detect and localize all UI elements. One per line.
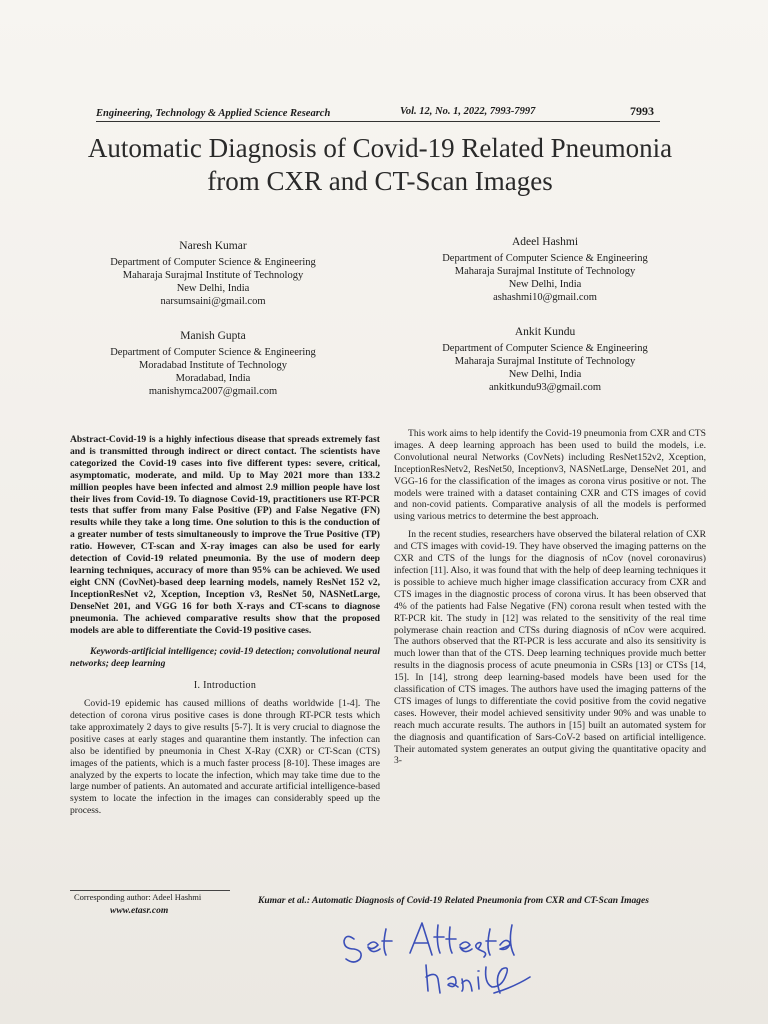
author-block-2 (88, 330, 338, 398)
title-line-2: from CXR and CT-Scan Images (207, 166, 553, 196)
section-heading: I. Introduction (193, 680, 257, 692)
author-name: Naresh Kumar (179, 240, 247, 252)
volume-info: Vol. 12, No. 1, 2022, 7993-7997 (400, 106, 536, 117)
left-column (70, 434, 380, 823)
journal-name: Engineering, Technology & Applied Science Research (96, 108, 331, 119)
author-email: narsumsaini@gmail.com (160, 296, 266, 307)
author-institution: Maharaja Surajmal Institute of Technology (454, 266, 636, 277)
running-footer-citation: Kumar et al.: Automatic Diagnosis of Covid-19 Related Pneumonia from CXR and CT-Scan Images (258, 896, 649, 906)
paper-title (40, 132, 720, 198)
author-institution: Maharaja Surajmal Institute of Technology (454, 356, 636, 367)
author-block-4 (420, 326, 670, 394)
header-rule (96, 121, 660, 122)
author-dept: Department of Computer Science & Engineering (442, 343, 648, 354)
footnote-rule (70, 890, 230, 891)
author-name: Manish Gupta (180, 330, 246, 342)
author-block-1 (88, 240, 338, 308)
body-paragraph-2: In the recent studies, researchers have observed the bilateral relation of CXR and CTS images with covid-19. They have observed the imaging patterns on the CXR and CTS of the lungs for the diagnosis of nCov (novel coronavirus) infection [11]. Also, it was found that with the help of deep learning techniques it is possible to achieve much higher image classification accuracy from CXR and CTS images in the diagnostic process of corona virus. It has been observed that 4% of the patients had False Negative (FN) corona result when tested with the RT-PCR kit. The study in [12] was related to the sensitivity of the real time polymerase chain reaction and CTSs during diagnosis of nCov were acquired. The authors observed that the RT-PCR is less accurate and also its sensitivity is much lower than that of the CTS. Deep learning techniques provide much better results in the diagnosis process of acute pneumonia in CSRs [13] or CTSs [14, 15]. In [14], strong deep learning-based models have been used for the classification of CTS images. The authors have used the imaging patterns of the CTS images of lungs to differentiate the covid positive from the covid negative cases. However, their model achieved sensitivity under 90% and was unable to reach much accurate results. The authors in [15] built an automated system for the diagnosis and quantification of Sars-CoV-2 based on artificial intelligence. Their automated system generates an output giving the quantitative opacity and 3- (394, 529, 706, 767)
author-email: ashashmi10@gmail.com (493, 292, 597, 303)
keywords: Keywords-artificial intelligence; covid-19 detection; convolutional neural networks; deep learning (70, 646, 380, 670)
author-dept: Department of Computer Science & Engineering (442, 253, 648, 264)
author-city: New Delhi, India (508, 369, 582, 380)
body-paragraph-1: This work aims to help identify the Covid-19 pneumonia from CXR and CTS images. A deep learning approach has been used to build the models, i.e. Convolutional neural Networks (CovNets) including ResNet152v2, Xception, InceptionResNetv2, ResNet50, Inceptionv3, NASNetLarge, DenseNet 201, and VGG-16 for the classification of the images as corona virus positive or not. The models were trained with a dataset containing CXR and CTS images of covid and non-covid patients. Comparative analysis of all the models is performed using various metrics to determine the best approach. (394, 428, 706, 523)
author-city: New Delhi, India (176, 283, 250, 294)
title-line-1: Automatic Diagnosis of Covid-19 Related Pneumonia (87, 133, 673, 163)
abstract: Abstract-Covid-19 is a highly infectious disease that spreads extremely fast and is transmitted through indirect or direct contact. The scientists have categorized the Covid-19 cases into five different types: severe, critical, asymptomatic, moderate, and mild. Up to May 2021 more than 133.2 million peoples have been infected and almost 2.9 million people have lost their lives from Covid-19. To diagnose Covid-19, practitioners use RT-PCR tests that suffer from many False Positive (FP) and False Negative (FN) results while they take a long time. One solution to this is the conduction of a greater number of tests simultaneously to improve the True Positive (TP) ratio. However, CT-scan and X-ray images can also be used for early detection of Covid-19 related pneumonia. By the use of modern deep learning techniques, accuracy of more than 95% can be achieved. We used eight CNN (CovNet)-based deep learning models, namely ResNet 152 v2, InceptionResNet v2, Xception, Inception v3, ResNet 50, NASNetLarge, DenseNet 201, and VGG 16 for both X-rays and CT-scans to diagnose pneumonia. The achieved comparative results show that the proposed models are able to differentiate the Covid-19 positive cases. (70, 434, 380, 636)
author-dept: Department of Computer Science & Engineering (110, 347, 316, 358)
running-header (96, 104, 656, 122)
journal-website: www.etasr.com (110, 906, 169, 916)
author-city: Moradabad, India (175, 373, 251, 384)
page-number: 7993 (630, 104, 654, 118)
author-email: manishymca2007@gmail.com (148, 386, 278, 397)
author-city: New Delhi, India (508, 279, 582, 290)
author-dept: Department of Computer Science & Engineering (110, 257, 316, 268)
corresponding-author-note: Corresponding author: Adeel Hashmi (74, 892, 202, 902)
author-institution: Maharaja Surajmal Institute of Technology (122, 270, 304, 281)
author-name: Adeel Hashmi (511, 236, 579, 248)
handwritten-signature (340, 915, 540, 995)
author-email: ankitkundu93@gmail.com (488, 382, 602, 393)
author-institution: Moradabad Institute of Technology (138, 360, 288, 371)
author-name: Ankit Kundu (514, 326, 576, 338)
author-block-3 (420, 236, 670, 304)
right-column (394, 428, 706, 773)
intro-paragraph: Covid-19 epidemic has caused millions of deaths worldwide [1-4]. The detection of corona virus positive cases is done through RT-PCR tests which take approximately 2 days to give results [5-7]. It is very crucial to diagnose the positive cases at early stages and quarantine them instantly. The infection can also be identified by pneumonia in Chest X-Ray (CXR) or CT-Scan (CTS) images of the patients, which is a much faster process [8-10]. These images are analyzed by the experts to locate the infection, which may take time due to the large number of patients. An automated and accurate artificial intelligence-based system to locate the infection in the images can considerably speed up the process. (70, 698, 380, 817)
